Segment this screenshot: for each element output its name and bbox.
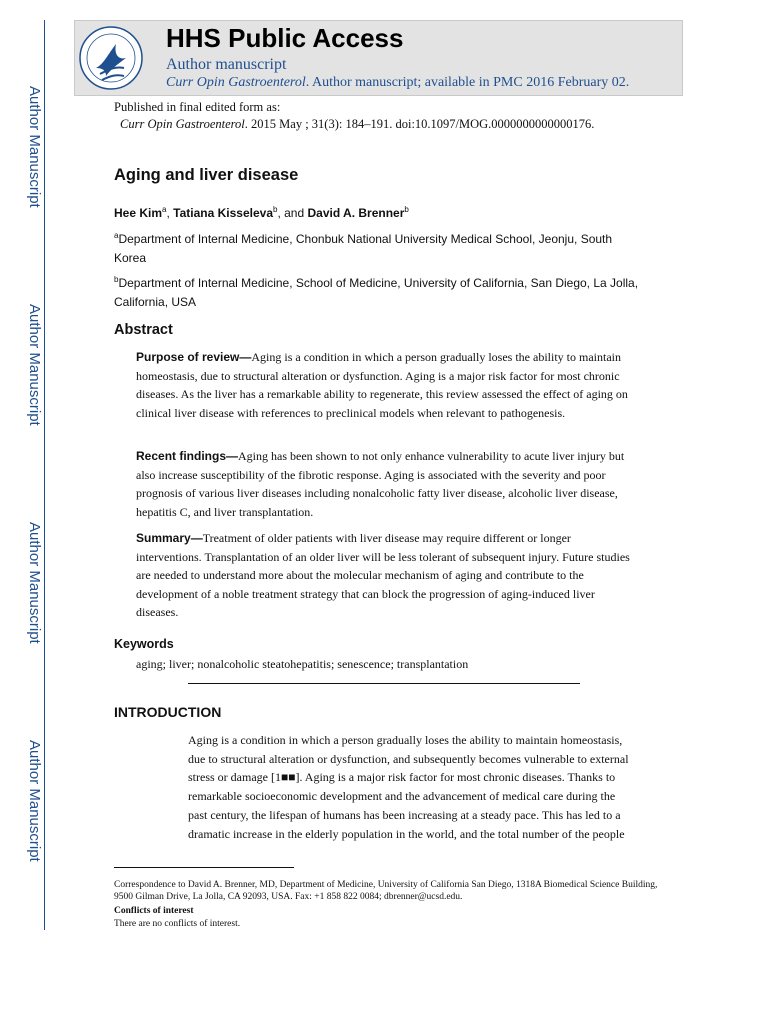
citation-details: . 2015 May ; 31(3): 184–191. doi:10.1097/MOG.0000000000000176.	[244, 117, 595, 131]
header-availability-text: . Author manuscript; available in PMC 2016 February 02.	[305, 75, 630, 90]
author-separator: ,	[166, 206, 174, 220]
article-title: Aging and liver disease	[114, 166, 299, 184]
affiliation-text: Department of Internal Medicine, School of Medicine, University of California, San Diego, La Jolla, California, USA	[114, 276, 639, 309]
affiliation-a	[114, 226, 644, 268]
abstract-heading: Abstract	[114, 322, 173, 338]
author-name: Hee Kim	[114, 206, 163, 220]
introduction-line: dramatic increase in the elderly population in the world, and the total number of the people	[188, 826, 625, 841]
abstract-findings-paragraph	[136, 447, 634, 521]
hhs-eagle-seal-icon	[78, 24, 144, 92]
introduction-paragraph	[188, 731, 646, 843]
keywords-text: aging; liver; nonalcoholic steatohepatitis; senescence; transplantation	[136, 657, 469, 671]
rail-label-author-manuscript-2: Author Manuscript	[26, 304, 43, 426]
header-availability-line	[166, 75, 629, 91]
abstract-summary-text: Treatment of older patients with liver disease may require different or longer interventions. Transplantation of an older liver will be less tolerant of subsequent injury. Future studies are needed to understand more about the molecular mechanism of aging and contribute to the development of a noble treatment strategy that can block the progression of aging-induced liver diseases.	[136, 531, 630, 619]
header-subtitle: Author manuscript	[166, 56, 287, 73]
abstract-findings-lead: Recent findings—	[136, 449, 239, 463]
rail-label-author-manuscript-1: Author Manuscript	[26, 86, 43, 208]
abstract-summary-paragraph	[136, 529, 634, 622]
affiliation-marker: b	[114, 275, 119, 284]
author-name: David A. Brenner	[307, 206, 405, 220]
conflicts-of-interest-heading: Conflicts of interest	[114, 906, 194, 916]
introduction-line: Aging is a condition in which a person gradually loses the ability to maintain homeostasis,	[188, 733, 623, 747]
abstract-findings-text: Aging has been shown to not only enhance vulnerability to acute liver injury but also increase susceptibility of the fibrotic response. Aging is associated with the severity and poor prognosis of various liver diseases including nonalcoholic fatty liver disease, alcoholic liver disease, hepatitis C, and liver transplantation.	[136, 449, 625, 519]
abstract-purpose-text: Aging is a condition in which a person gradually loses the ability to maintain homeostasis, due to structural alteration or dysfunction. Aging is a major risk factor for most chronic diseases. As the liver has a remarkable ability to regenerate, this review assessed the effect of aging on clinical liver disease with references to preclinical models when relevant to pathogenesis.	[136, 350, 628, 420]
author-line	[114, 205, 409, 220]
author-affiliation-marker: b	[404, 205, 409, 214]
introduction-line: stress or damage [1■■]. Aging is a major risk factor for most chronic diseases. Thanks to	[188, 770, 616, 785]
author-separator: , and	[277, 206, 308, 220]
affiliation-marker: a	[114, 231, 119, 240]
rail-label-author-manuscript-4: Author Manuscript	[26, 740, 43, 862]
introduction-line: past century, the lifespan of humans has been increasing at a steady pace. This has led to a	[188, 807, 621, 822]
rail-label-author-manuscript-3: Author Manuscript	[26, 522, 43, 644]
affiliation-b	[114, 270, 644, 312]
author-affiliation-marker: b	[273, 205, 278, 214]
abstract-summary-lead: Summary—	[136, 531, 203, 545]
conflicts-of-interest-text: There are no conflicts of interest.	[114, 919, 241, 929]
author-affiliation-marker: a	[162, 205, 167, 214]
published-label: Published in final edited form as:	[114, 100, 281, 114]
keywords-heading: Keywords	[114, 637, 174, 651]
abstract-purpose-lead: Purpose of review—	[136, 350, 252, 364]
introduction-heading: INTRODUCTION	[114, 704, 222, 720]
footnote-divider	[114, 867, 294, 868]
section-divider	[188, 683, 580, 684]
introduction-line: due to structural alteration or dysfunction, and subsequently becomes vulnerable to external	[188, 751, 629, 766]
abstract-purpose-paragraph	[136, 348, 634, 422]
header-journal-name: Curr Opin Gastroenterol	[166, 75, 306, 90]
citation-line	[120, 117, 594, 132]
introduction-line: remarkable socioeconomic development and the advancement of medical care during the	[188, 789, 616, 804]
affiliation-text: Department of Internal Medicine, Chonbuk National University Medical School, Jeonju, South Korea	[114, 232, 613, 265]
citation-journal: Curr Opin Gastroenterol	[120, 117, 245, 131]
header-title: HHS Public Access	[166, 23, 404, 53]
author-name: Tatiana Kisseleva	[173, 206, 273, 220]
correspondence-footnote: Correspondence to David A. Brenner, MD, Department of Medicine, University of California San Diego, 1318A Biomedical Science Building, 9500 Gilman Drive, La Jolla, CA 92093, USA. Fax: +1 858 822 0084; dbrenner@ucsd.edu.	[114, 880, 658, 902]
